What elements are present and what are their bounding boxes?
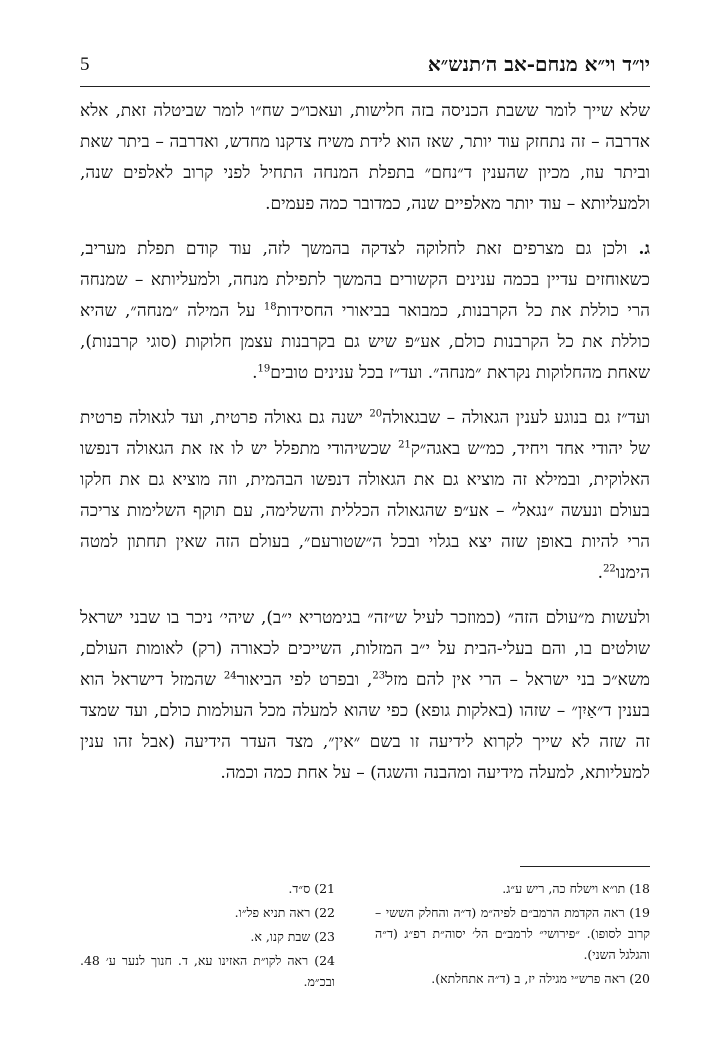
section-label: ג. (638, 239, 650, 259)
footnote-divider (520, 866, 650, 867)
paragraph-text: ולכן גם מצרפים זאת לחלוקה לצדקה בהמשך לזה, עוד קודם תפלת מעריב, כשאוחזים עדיין בכמה ענינים הקשורים בהמשך לתפילת מנחה, ולמעליותא – שמנחה הרי כוללת את כל הקרבנות, כמבואר בביאורי החסידות (80, 239, 650, 321)
paragraph-text: ועד״ז גם בנוגע לענין הגאולה – שבגאולה (382, 408, 650, 428)
footnote: 23) שבת קנו, א. (250, 929, 335, 944)
paragraph-text: , ובפרט לפי הביאור (236, 670, 373, 690)
footnote-ref[interactable]: 21 (398, 439, 411, 451)
paragraph (80, 403, 650, 589)
footnote-ref[interactable]: 22 (603, 563, 616, 575)
footnotes-column-right (375, 878, 650, 992)
paragraph-text: ולעשות מ״עולם הזה״ (כמוזכר לעיל ש״זה״ בגימטריא י״ב), שיהי׳ ניכר בו שבני ישראל שולטים בו, והם בעלי-הבית על י״ב המזלות, השייכים לכאורה (רק) לאומות העולם, משא״כ בני ישראל – הרי אין להם מזל (80, 608, 650, 690)
footnote: 18) תו״א וישלח כה, ריש ע״ג. (502, 881, 650, 896)
footnote: 20) ראה פרש״י מגילה יז, ב (ד״ה אתחלתא). (431, 971, 650, 986)
paragraph-text: . (597, 563, 604, 583)
paragraph-text: . (252, 363, 258, 383)
paragraph-text: שלא שייך לומר ששבת הכניסה בזה חלישות, ועאכו״כ שח״ו לומר שביטלה זאת, אלא אדרבה – זה נתחזק עוד יותר, שאז הוא לידת משיח צדקנו מחדש, ואדרבה – ביתר שאת וביתר עוז, מכיון שהענין ד״נחם״ בתפלת המנחה התחיל לפני קרוב לאלפים שנה, ולמעליותא – עוד יותר מאלפיים שנה, כמדובר כמה פעמים. (80, 101, 650, 214)
paragraph-text: שהמזל דישראל הוא בענין ד״אַיִן״ – שזהו (באלקות גופא) כפי שהוא למעלה מכל העולמות כולם, ועד שמצד זה שזה לא שייך לקרוא לידיעה זו בשם ״אין״, מצד העדר הידיעה (אבל זהו ענין למעליותא, למעלה מידיעה ומהבנה והשגה) – על אחת כמה וכמה. (80, 670, 650, 783)
paragraph (80, 603, 650, 789)
footnotes-column-left (80, 878, 335, 995)
footnote: 22) ראה תניא פל״ו. (234, 905, 335, 920)
footnote-ref[interactable]: 23 (372, 670, 386, 682)
footnote: 21) ס״ד. (288, 881, 335, 896)
footnote: 24) ראה לקו״ת האזינו עא, ד. חנוך לנער ע׳ 48. ובכ״מ. (80, 953, 335, 989)
footnote-ref[interactable]: 19 (257, 363, 271, 375)
footnote-ref[interactable]: 24 (223, 670, 237, 682)
main-text (80, 96, 650, 803)
footnote-ref[interactable]: 18 (263, 301, 277, 313)
page-number: 5 (80, 54, 90, 75)
footnote: 19) ראה הקדמת הרמב״ם לפיה״מ (ד״ה והחלק הששי – קרוב לסופו). ״פירושי״ לרמב״ם הל׳ יסוה״ת רפ״ג (ד״ה והגלגל השני). (375, 905, 650, 962)
page-header (80, 52, 650, 87)
paragraph (80, 96, 650, 220)
footnote-ref[interactable]: 20 (369, 408, 383, 420)
paragraph (80, 234, 650, 389)
paragraph-text: שכשיהודי מתפלל יש לו אז את הגאולה דנפשו האלוקית, ובמילא זה מוציא גם את הגאולה דנפשו הבהמית, וזה מוציא גם את חלקו בעולם ונעשה ״נגאל״ – אע״פ שהגאולה הכללית והשלימה, עם תוקף השלימות צריכה הרי להיות באופן שזה יצא בגלוי ובכל ה״שטורעם״, בעולם הזה שאין תחתון למטה הימנו (80, 439, 650, 583)
paragraph-text: על המילה ״מנחה״, שהיא כוללת את כל הקרבנות כולם, אע״פ שיש גם בקרבנות עצמן חלוקות (סוגי קרבנות), שאחת מהחלוקות נקראת ״מנחה״. ועד״ז בכל ענינים טובים (80, 301, 650, 383)
running-title: יו״ד וי״א מנחם-אב ה׳תנש״א (427, 52, 650, 76)
paragraph-text: ישנה גם גאולה פרטית, ועד לגאולה פרטית של יהודי אחד ויחיד, כמ״ש באגה״ק (80, 408, 651, 459)
